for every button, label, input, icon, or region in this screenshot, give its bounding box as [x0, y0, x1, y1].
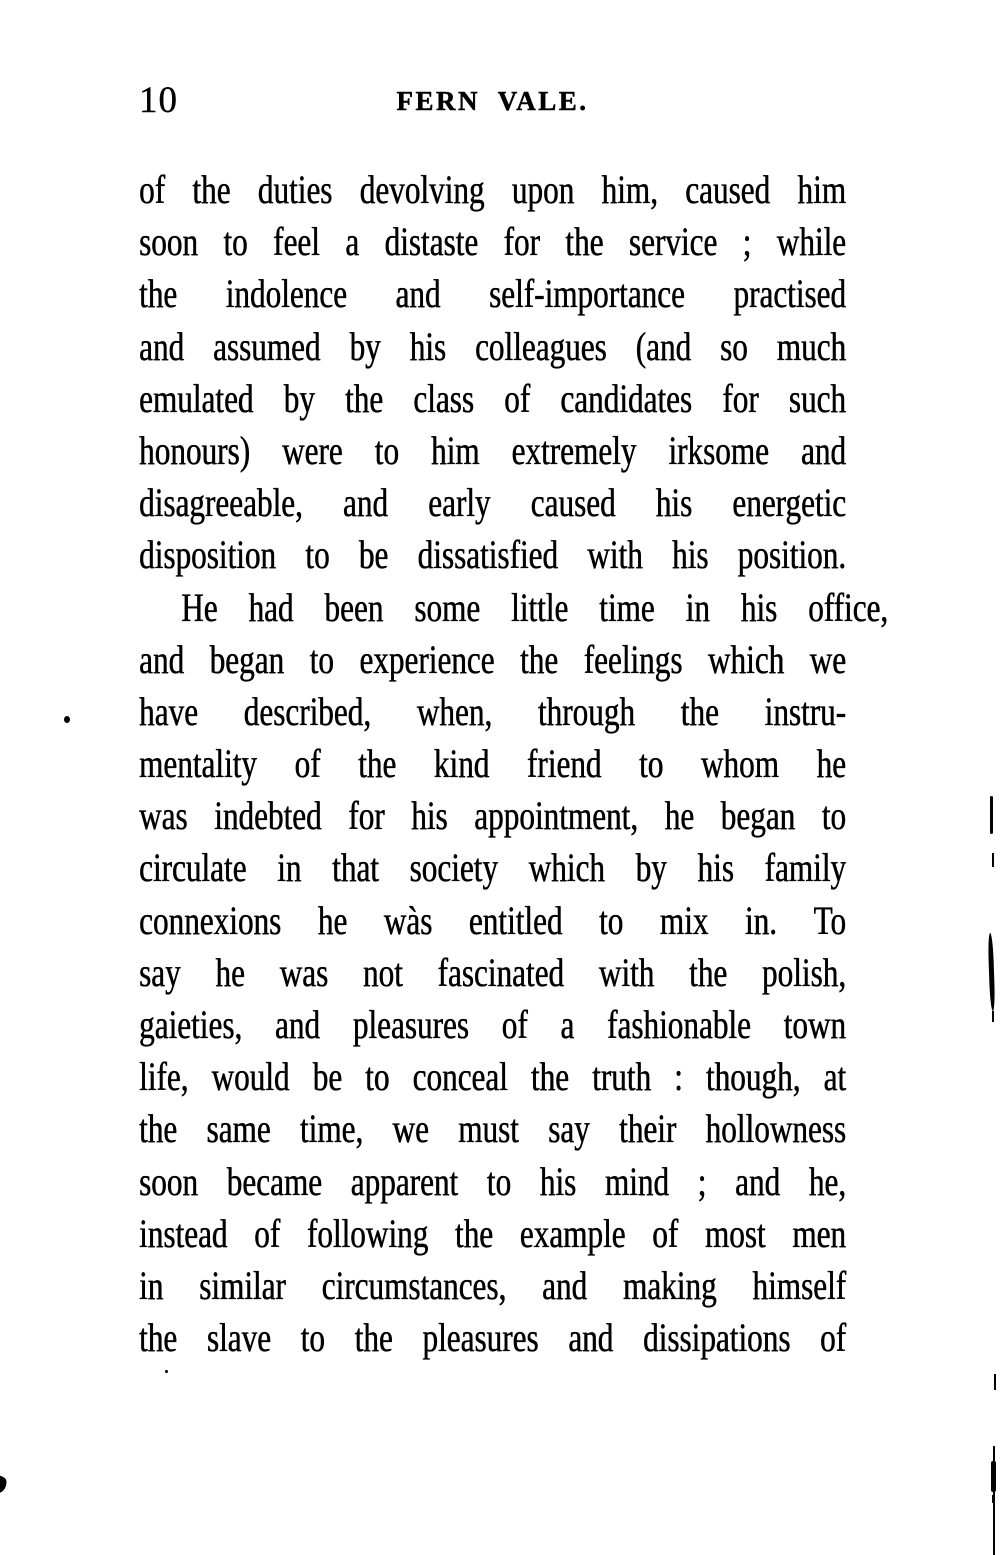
text-line: gaieties, and pleasures of a fashionable town [139, 1002, 847, 1047]
page-edge-artifact [992, 1495, 995, 1503]
text-line: disposition to be dissatisfied with his position. [139, 532, 847, 578]
scan-speck [64, 716, 70, 723]
page-edge-artifact [991, 1461, 996, 1492]
text-line: the slave to the pleasures and dissipations of [139, 1315, 847, 1361]
page-edge-artifact [992, 1011, 994, 1022]
scan-speck [0, 1476, 9, 1495]
text-line: emulated by the class of candidates for such [139, 375, 847, 421]
page-number: 10 [139, 80, 178, 121]
page-edge-artifact [992, 853, 994, 867]
text-line: mentality of the kind friend to whom he [139, 741, 846, 787]
text-line: soon to feel a distaste for the service ; while [139, 219, 847, 265]
page-edge-artifact [988, 933, 996, 1011]
text-line: the indolence and self-importance practised [139, 271, 847, 317]
text-line: circulate in that society which by his family [139, 845, 847, 891]
text-line: the same time, we must say their hollowness [139, 1106, 847, 1152]
text-line: disagreeable, and early caused his energetic [139, 480, 847, 526]
text-line: of the duties devolving upon him, caused him [139, 167, 846, 212]
text-line: life, would be to conceal the truth : though, at [139, 1054, 847, 1100]
text-line: was indebted for his appointment, he began to [139, 793, 847, 839]
text-line: He had been some little time in his office, [181, 584, 889, 630]
paragraph [139, 164, 846, 582]
running-title: FERN VALE. [396, 86, 589, 116]
page-edge-artifact [994, 1374, 996, 1390]
text-line: in similar circumstances, and making himself [139, 1262, 847, 1308]
text-line: and began to experience the feelings which we [139, 636, 847, 682]
page-edge-artifact [990, 796, 993, 834]
paragraph [139, 582, 889, 1365]
body-text [139, 164, 889, 1364]
scan-speck [165, 1370, 168, 1373]
text-line: soon became apparent to his mind ; and he, [139, 1158, 847, 1204]
text-line: instead of following the example of most men [139, 1210, 847, 1256]
text-line: have described, when, through the instru- [139, 688, 847, 734]
text-line: honours) were to him extremely irksome and [139, 427, 847, 473]
text-line: connexions he wàs entitled to mix in. To [139, 897, 847, 943]
text-line: say he was not fascinated with the polish, [139, 949, 847, 995]
text-line: and assumed by his colleagues (and so much [139, 323, 847, 369]
